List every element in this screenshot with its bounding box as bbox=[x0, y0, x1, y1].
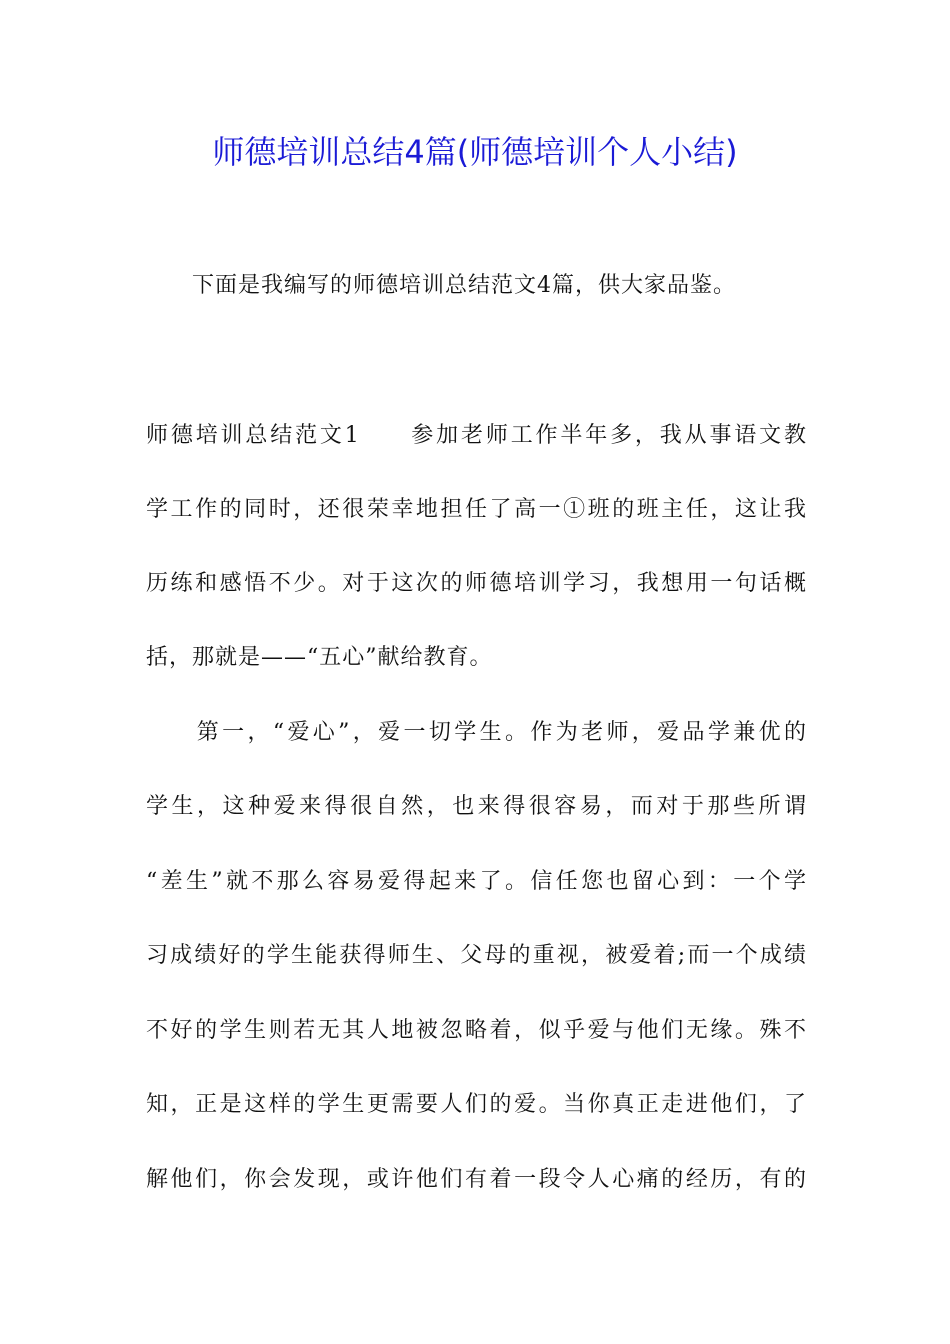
body-line: 第一，“爱心”，爱一切学生。作为老师，爱品学兼优的 bbox=[146, 720, 806, 745]
body-line: 学工作的同时，还很荣幸地担任了高一①班的班主任，这让我 bbox=[146, 497, 806, 522]
body-line: 解他们，你会发现，或许他们有着一段令人心痛的经历，有的 bbox=[146, 1167, 806, 1192]
body-line: 知，正是这样的学生更需要人们的爱。当你真正走进他们，了 bbox=[146, 1092, 806, 1117]
document-title: 师德培训总结4篇(师德培训个人小结) bbox=[212, 133, 738, 171]
body-line: “差生”就不那么容易爱得起来了。信任您也留心到：一个学 bbox=[146, 869, 806, 894]
body-line: 习成绩好的学生能获得师生、父母的重视，被爱着;而一个成绩 bbox=[146, 943, 806, 968]
body-line: 括，那就是——“五心”献给教育。 bbox=[146, 645, 493, 670]
body-line: 不好的学生则若无其人地被忽略着，似乎爱与他们无缘。殊不 bbox=[146, 1018, 806, 1043]
intro-paragraph: 下面是我编写的师德培训总结范文4篇，供大家品鉴。 bbox=[192, 273, 736, 298]
body-line: 学生，这种爱来得很自然，也来得很容易，而对于那些所谓 bbox=[146, 794, 806, 819]
body-line: 历练和感悟不少。对于这次的师德培训学习，我想用一句话概 bbox=[146, 571, 806, 596]
body-line: 师德培训总结范文1 参加老师工作半年多，我从事语文教 bbox=[146, 423, 806, 448]
